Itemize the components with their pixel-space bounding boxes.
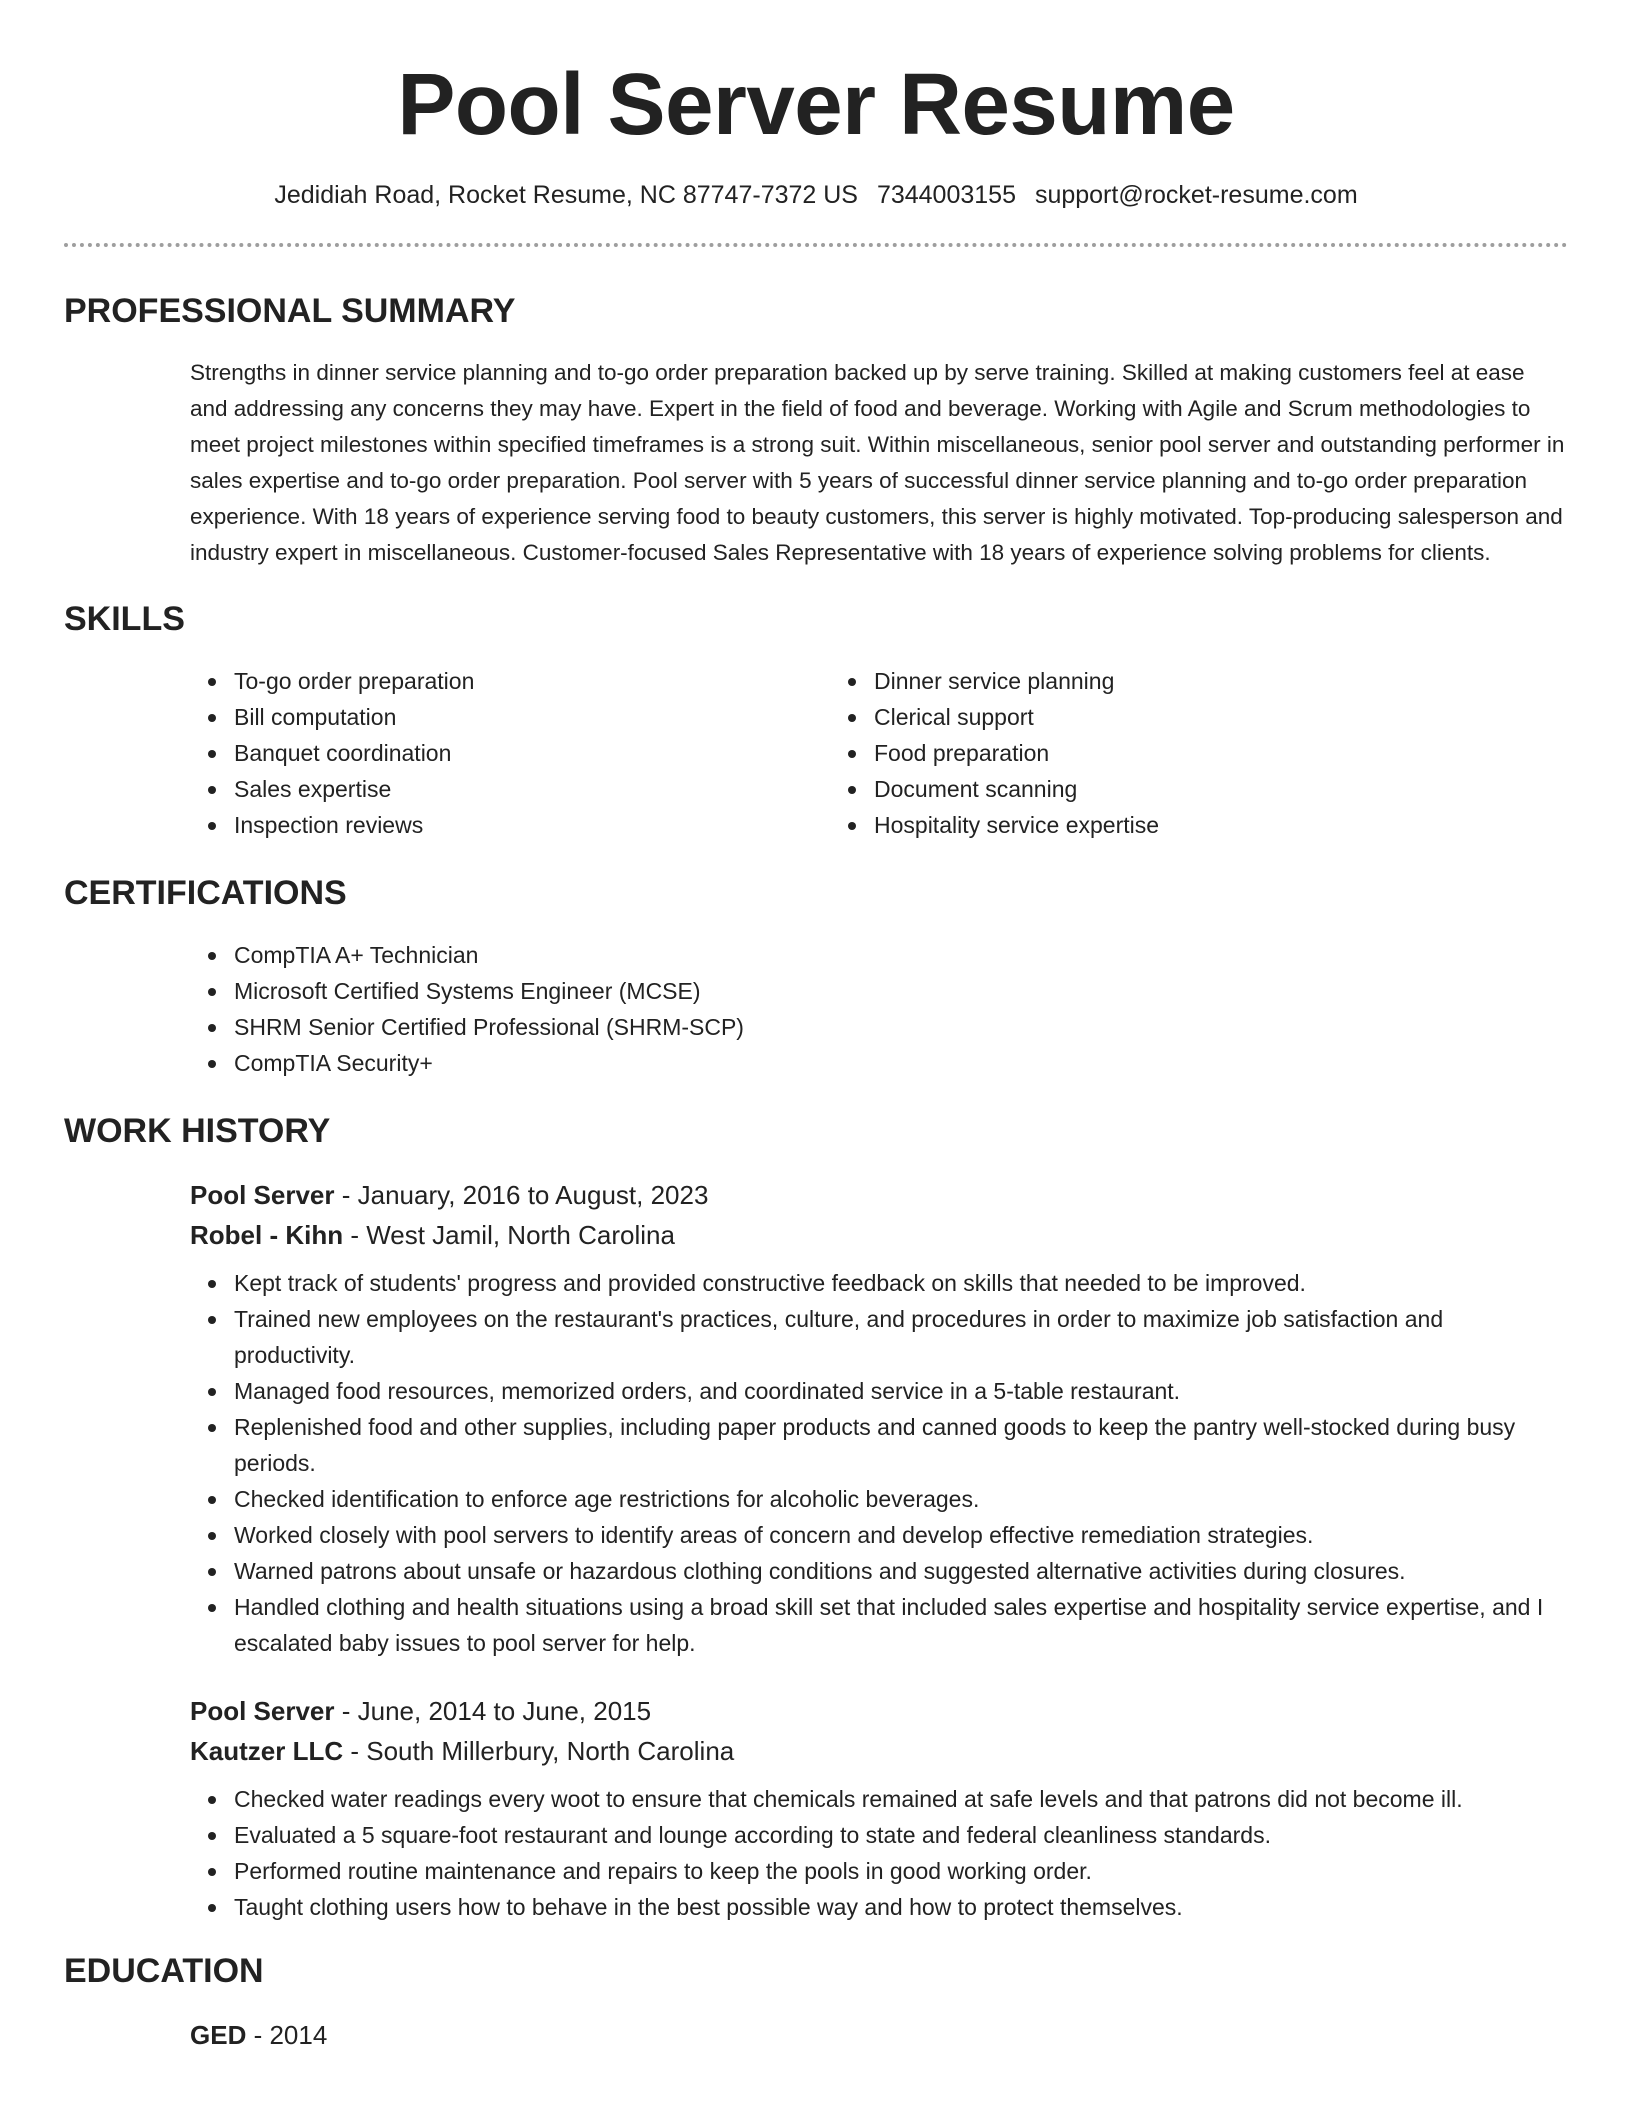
- job-duty: Managed food resources, memorized orders, and coordinated service in a 5-table restaurant.: [234, 1373, 1568, 1409]
- job-company-line: Kautzer LLC - South Millerbury, North Carolina: [190, 1736, 735, 1766]
- job-dates: January, 2016 to August, 2023: [357, 1180, 709, 1210]
- job-dates: June, 2014 to June, 2015: [357, 1696, 652, 1726]
- job-entry: [190, 1691, 1568, 1925]
- job-duty: Kept track of students' progress and provided constructive feedback on skills that needed to be improved.: [234, 1265, 1568, 1301]
- contact-phone: 7344003155: [876, 181, 1016, 209]
- job-duty: Replenished food and other supplies, including paper products and canned goods to keep the pantry well-stocked during busy periods.: [234, 1409, 1568, 1481]
- skill-item: Banquet coordination: [234, 735, 914, 771]
- job-duty: Evaluated a 5 square-foot restaurant and lounge according to state and federal cleanliness standards.: [234, 1817, 1568, 1853]
- job-duties-list: [190, 1781, 1568, 1925]
- contact-address: Jedidiah Road, Rocket Resume, NC 87747-7372 US: [274, 181, 858, 209]
- resume-page: [64, 0, 1568, 2055]
- job-duty: Warned patrons about unsafe or hazardous clothing conditions and suggested alternative activities during closures.: [234, 1553, 1568, 1589]
- contact-email: support@rocket-resume.com: [1034, 181, 1358, 209]
- contact-line: [64, 178, 1568, 212]
- job-location: South Millerbury, North Carolina: [366, 1736, 735, 1766]
- job-duty: Checked water readings every woot to ensure that chemicals remained at safe levels and that patrons did not become ill.: [234, 1781, 1568, 1817]
- job-company-line: Robel - Kihn - West Jamil, North Carolina: [190, 1220, 675, 1250]
- job-company: Robel - Kihn: [190, 1220, 344, 1250]
- education-year: 2014: [269, 2020, 328, 2050]
- job-title-line: Pool Server - January, 2016 to August, 2023: [190, 1180, 709, 1210]
- job-title: Pool Server: [190, 1180, 335, 1210]
- certification-item: Microsoft Certified Systems Engineer (MCSE): [234, 973, 1568, 1009]
- job-duties-list: [190, 1265, 1568, 1661]
- skills-list-left: [64, 663, 914, 843]
- summary-heading: PROFESSIONAL SUMMARY: [64, 292, 516, 330]
- skill-item: Food preparation: [874, 735, 1554, 771]
- skills-list-right: [874, 663, 1554, 843]
- certifications-list: [64, 937, 1568, 1081]
- skill-item: Inspection reviews: [234, 807, 914, 843]
- education-heading: EDUCATION: [64, 1952, 264, 1990]
- job-duty: Worked closely with pool servers to identify areas of concern and develop effective remediation strategies.: [234, 1517, 1568, 1553]
- skill-item: Sales expertise: [234, 771, 914, 807]
- header-divider: [64, 243, 1568, 247]
- job-location: West Jamil, North Carolina: [366, 1220, 675, 1250]
- skill-item: To-go order preparation: [234, 663, 914, 699]
- job-duty: Handled clothing and health situations using a broad skill set that included sales expertise and hospitality service expertise, and I escalated baby issues to pool server for help.: [234, 1589, 1568, 1661]
- work-history-heading: WORK HISTORY: [64, 1112, 331, 1150]
- job-duty: Trained new employees on the restaurant's practices, culture, and procedures in order to maximize job satisfaction and productivity.: [234, 1301, 1568, 1373]
- certification-item: CompTIA A+ Technician: [234, 937, 1568, 973]
- resume-title: Pool Server Resume: [397, 56, 1235, 153]
- summary-text: Strengths in dinner service planning and to-go order preparation backed up by serve training. Skilled at making customers feel at ease and addressing any concerns they may have. Expert in the field of food and beverage. Working with Agile and Scrum methodologies to meet project milestones within specified timeframes is a strong suit. Within miscellaneous, senior pool server and outstanding performer in sales expertise and to-go order preparation. Pool server with 5 years of successful dinner service planning and to-go order preparation experience. With 18 years of experience serving food to beauty customers, this server is highly motivated. Top-producing salesperson and industry expert in miscellaneous. Customer-focused Sales Representative with 18 years of experience solving problems for clients.: [190, 360, 1565, 565]
- job-duty: Checked identification to enforce age restrictions for alcoholic beverages.: [234, 1481, 1568, 1517]
- job-title: Pool Server: [190, 1696, 335, 1726]
- skill-item: Hospitality service expertise: [874, 807, 1554, 843]
- job-duty: Performed routine maintenance and repairs to keep the pools in good working order.: [234, 1853, 1568, 1889]
- skills-heading: SKILLS: [64, 600, 185, 638]
- job-entry: [190, 1175, 1568, 1661]
- certification-item: CompTIA Security+: [234, 1045, 1568, 1081]
- certification-item: SHRM Senior Certified Professional (SHRM-SCP): [234, 1009, 1568, 1045]
- certifications-heading: CERTIFICATIONS: [64, 874, 347, 912]
- skills-grid: [64, 663, 1568, 843]
- job-duty: Taught clothing users how to behave in the best possible way and how to protect themselves.: [234, 1889, 1568, 1925]
- skill-item: Clerical support: [874, 699, 1554, 735]
- job-title-line: Pool Server - June, 2014 to June, 2015: [190, 1696, 652, 1726]
- skill-item: Dinner service planning: [874, 663, 1554, 699]
- skill-item: Document scanning: [874, 771, 1554, 807]
- skill-item: Bill computation: [234, 699, 914, 735]
- education-entry: GED - 2014: [190, 2020, 328, 2050]
- education-degree: GED: [190, 2020, 247, 2050]
- job-company: Kautzer LLC: [190, 1736, 344, 1766]
